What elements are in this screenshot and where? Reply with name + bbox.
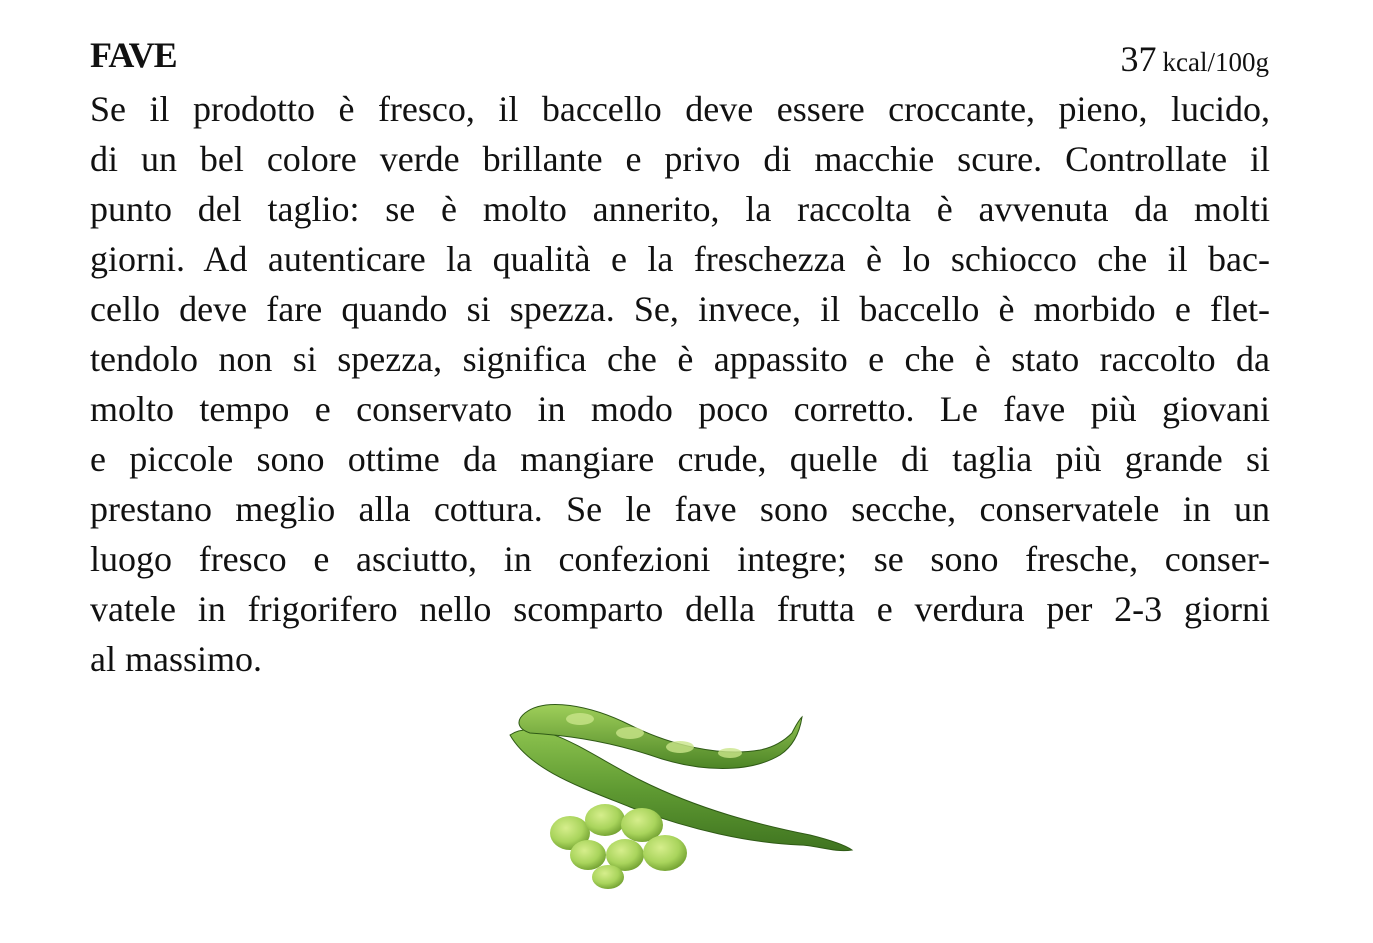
pod-seed-mark — [616, 727, 644, 739]
text-line: prestano meglio alla cottura. Se le fave sono secche, conservatele in un — [90, 489, 1270, 529]
pod-seed-mark — [566, 713, 594, 725]
text-line: Se il prodotto è fresco, il baccello deve essere croccante, pieno, lucido, — [90, 89, 1270, 129]
description-paragraph — [90, 84, 1270, 684]
page-title: FAVE — [90, 35, 177, 75]
text-line: cello deve fare quando si spezza. Se, invece, il baccello è morbido e flet- — [90, 289, 1270, 329]
calorie-info — [1121, 38, 1269, 80]
text-line: molto tempo e conservato in modo poco corretto. Le fave più giovani — [90, 389, 1270, 429]
pod-seed-mark — [718, 748, 742, 758]
pod-seed-mark — [666, 741, 694, 753]
text-line: al massimo. — [90, 639, 262, 679]
broad-beans-icon — [500, 695, 870, 895]
text-line: giorni. Ad autenticare la qualità e la freschezza è lo schiocco che il bac- — [90, 239, 1270, 279]
text-line: tendolo non si spezza, significa che è appassito e che è stato raccolto da — [90, 339, 1270, 379]
bean — [592, 865, 624, 889]
calorie-unit: kcal/100g — [1162, 47, 1269, 77]
text-line: e piccole sono ottime da mangiare crude, quelle di taglia più grande si — [90, 439, 1270, 479]
text-line: punto del taglio: se è molto annerito, la raccolta è avvenuta da molti — [90, 189, 1270, 229]
bean — [585, 804, 625, 836]
bean — [570, 840, 606, 870]
text-line: vatele in frigorifero nello scomparto della frutta e verdura per 2-3 giorni — [90, 589, 1270, 629]
text-line: luogo fresco e asciutto, in confezioni integre; se sono fresche, conser- — [90, 539, 1270, 579]
bean — [643, 835, 687, 871]
text-line: di un bel colore verde brillante e privo di macchie scure. Controllate il — [90, 139, 1270, 179]
calorie-value: 37 — [1120, 39, 1157, 79]
